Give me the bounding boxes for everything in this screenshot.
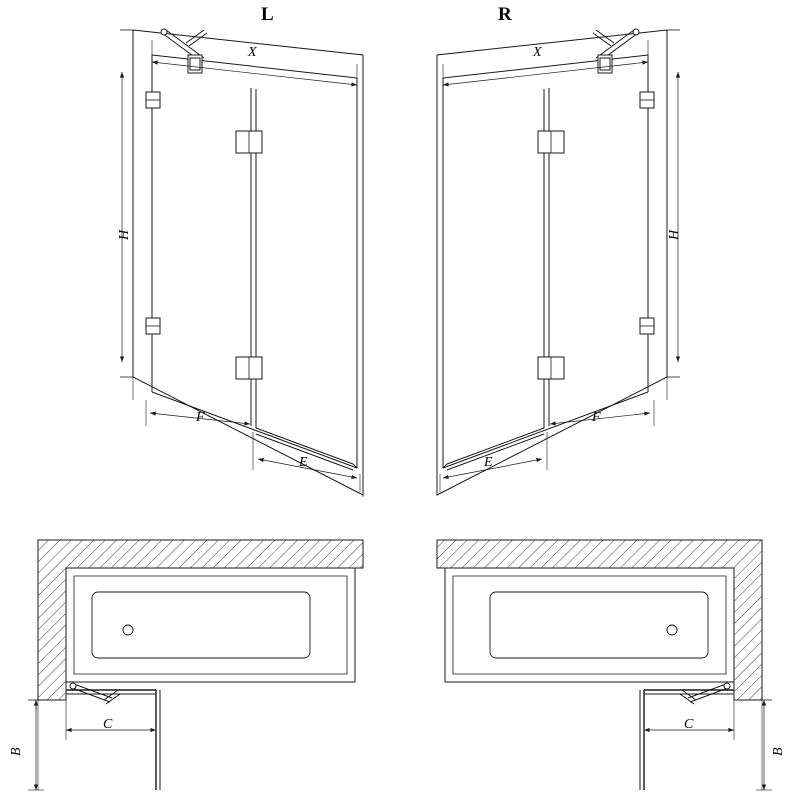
- label-x-left: X: [248, 45, 257, 60]
- label-h-left: H: [117, 229, 132, 240]
- label-e-right: E: [484, 455, 493, 470]
- label-f-left: F: [196, 410, 205, 425]
- elevation-right: [437, 29, 680, 495]
- elevation-left: [117, 29, 363, 497]
- label-variant-left: L: [261, 4, 274, 25]
- label-x-right: X: [533, 45, 542, 60]
- plan-left: [28, 540, 363, 790]
- label-b-right: B: [771, 747, 786, 756]
- label-c-right: C: [684, 717, 694, 732]
- label-variant-right: R: [498, 4, 512, 25]
- label-b-left: B: [9, 747, 24, 756]
- plan-right: [437, 540, 772, 790]
- label-h-right: H: [667, 229, 682, 240]
- label-e-left: E: [299, 455, 308, 470]
- label-f-right: F: [592, 410, 601, 425]
- label-c-left: C: [103, 717, 113, 732]
